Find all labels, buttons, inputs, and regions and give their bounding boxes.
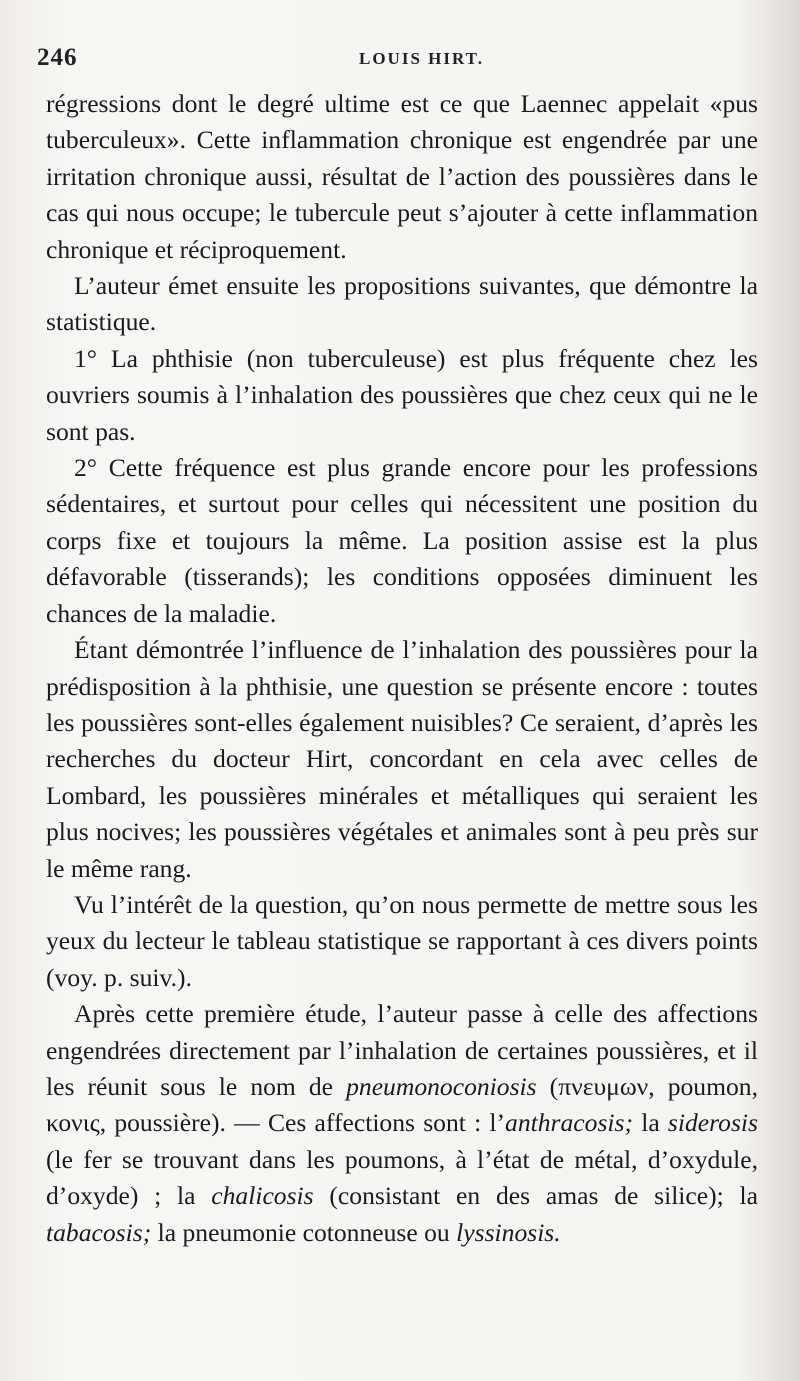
text-run: L’auteur émet ensuite les propositions suivantes, que démontre la statistique. — [46, 271, 758, 337]
text-run: la pneumonie cotonneuse ou — [151, 1217, 457, 1247]
italic-term: lyssinosis. — [456, 1217, 561, 1247]
running-head: LOUIS HIRT. — [359, 49, 485, 68]
text-run: (consistant en des amas de silice); la — [313, 1181, 758, 1211]
text-run: (πνευμων, poumon, κονις, poussière). — Ces affections sont : l’ — [46, 1071, 758, 1138]
text-run: (le fer se trouvant dans les poumons, à l’état de métal, d’oxydule, d’oxyde) ; la — [46, 1144, 758, 1211]
text-run: régressions dont le degré ultime est ce que Laennec appelait «pus tuberculeux». Cette inflammation chronique est engendrée par une irritation chronique aussi, résultat de l’action des poussières dans le cas qui nous occupe; le tubercule peut s’ajouter à cette inflammation chronique et réciproquement. — [46, 89, 758, 264]
italic-term: siderosis — [667, 1108, 758, 1138]
paragraph — [46, 996, 758, 1251]
italic-term: anthracosis; — [505, 1108, 633, 1138]
paragraph — [46, 268, 758, 341]
text-run: 2° Cette fréquence est plus grande encore pour les professions sédentaires, et surtout pour celles qui nécessitent une position du corps fixe et toujours la même. La position assise est la plus défavorable (tisserands); les conditions opposées diminuent les chances de la maladie. — [46, 453, 758, 628]
text-run: Vu l’intérêt de la question, qu’on nous permette de mettre sous les yeux du lecteur le tableau statistique se rapportant à ces divers points (voy. p. suiv.). — [46, 889, 758, 992]
text-run: 1° La phthisie (non tuberculeuse) est plus fréquente chez les ouvriers soumis à l’inhalation des poussières que chez ceux qui ne le sont pas. — [46, 343, 758, 446]
paragraph — [46, 632, 758, 887]
italic-term: chalicosis — [211, 1181, 314, 1211]
paragraph — [46, 86, 758, 268]
paragraph — [46, 341, 758, 450]
text-run: Après cette première étude, l’auteur passe à celle des affections engendrées directement par l’inhalation de certaines poussières, et il les réunit sous le nom de — [46, 999, 758, 1101]
paragraph — [46, 450, 758, 632]
page-number: 246 — [37, 44, 78, 71]
page-header — [37, 44, 757, 78]
body-text — [46, 86, 758, 1251]
paragraph — [46, 887, 758, 996]
italic-term: pneumonoconiosis — [346, 1071, 537, 1101]
italic-term: tabacosis; — [46, 1217, 152, 1247]
text-run: la — [633, 1108, 668, 1138]
text-run: Étant démontrée l’influence de l’inhalation des poussières pour la prédisposition à la phthisie, une question se présente encore : toutes les poussières sont-elles également nuisibles? Ce seraient, d’après les recherches du docteur Hirt, concordant en cela avec celles de Lombard, les poussières minérales et métalliques qui seraient les plus nocives; les poussières végétales et animales sont à peu près sur le même rang. — [46, 635, 758, 883]
